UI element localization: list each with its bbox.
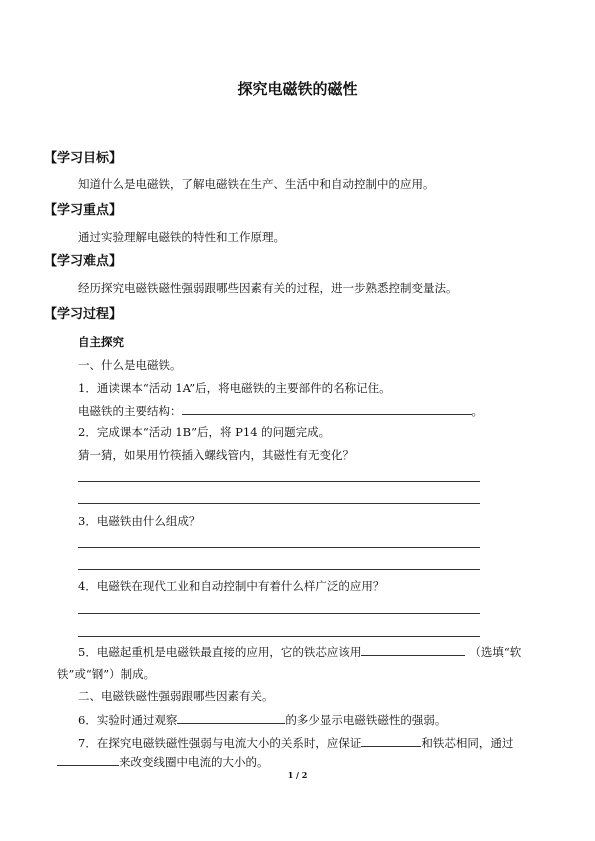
question-5-text-b: （选填“软 [469,645,522,659]
question-7 [78,734,513,751]
question-7-text-a: 7．在探究电磁铁磁性强弱与电流大小的关系时，应保证 [78,736,362,750]
question-3: 3．电磁铁由什么组成？ [78,514,201,528]
question-5 [78,643,521,660]
part1-title: 一、什么是电磁铁。 [78,358,182,372]
answer-line[interactable] [78,481,480,482]
difficulty-text: 经历探究电磁铁磁性强弱跟哪些因素有关的过程，进一步熟悉控制变量法。 [78,281,458,295]
question-7-text-c: 来改变线圈中电流的大小的。 [119,755,269,769]
answer-line[interactable] [78,613,480,614]
question-7-blank-1[interactable] [361,734,421,747]
answer-line[interactable] [78,569,480,570]
section-header-process: 【学习过程】 [44,307,123,322]
answer-line[interactable] [78,503,480,504]
section-header-difficulty: 【学习难点】 [44,254,123,269]
question-7-blank-2[interactable] [57,753,119,766]
question-7-text-b: 和铁芯相同，通过 [421,736,514,750]
answer-line[interactable] [78,547,480,548]
question-5-continuation: 铁”或“钢”）制成。 [57,667,156,681]
question-6 [78,711,446,728]
question-2: 2．完成课本“活动 1B”后，将 P14 的问题完成。 [78,425,331,439]
focus-text: 通过实验理解电磁铁的特性和工作原理。 [78,230,285,244]
subheading-self-study: 自主探究 [78,335,124,349]
question-2-prompt: 猜一猜，如果用竹筷插入螺线管内，其磁性有无变化？ [78,448,354,462]
answer-line[interactable] [78,636,480,637]
page-title: 探究电磁铁的磁性 [237,80,358,98]
question-1-end: 。 [471,404,483,418]
question-1: 1．通读课本“活动 1A”后，将电磁铁的主要部件的名称记住。 [78,381,391,395]
question-1-answer-blank[interactable] [182,402,472,415]
question-6-text-b: 的多少显示电磁铁磁性的强弱。 [285,713,447,727]
part2-title: 二、电磁铁磁性强弱跟哪些因素有关。 [78,689,274,703]
goal-text: 知道什么是电磁铁，了解电磁铁在生产、生活中和自动控制中的应用。 [78,177,435,191]
section-header-goal: 【学习目标】 [44,151,123,166]
question-5-blank[interactable] [361,643,465,656]
question-4: 4．电磁铁在现代工业和自动控制中有着什么样广泛的应用？ [78,579,385,593]
question-1-answer-label: 电磁铁的主要结构： [78,404,182,418]
section-header-focus: 【学习重点】 [44,203,123,218]
question-7-continuation [57,753,269,770]
page-number: 1 / 2 [287,770,308,780]
question-5-text-a: 5．电磁起重机是电磁铁最直接的应用，它的铁芯应该用 [78,645,362,659]
question-1-answer-row [78,402,483,419]
question-6-blank[interactable] [177,711,285,724]
question-6-text-a: 6．实验时通过观察 [78,713,178,727]
